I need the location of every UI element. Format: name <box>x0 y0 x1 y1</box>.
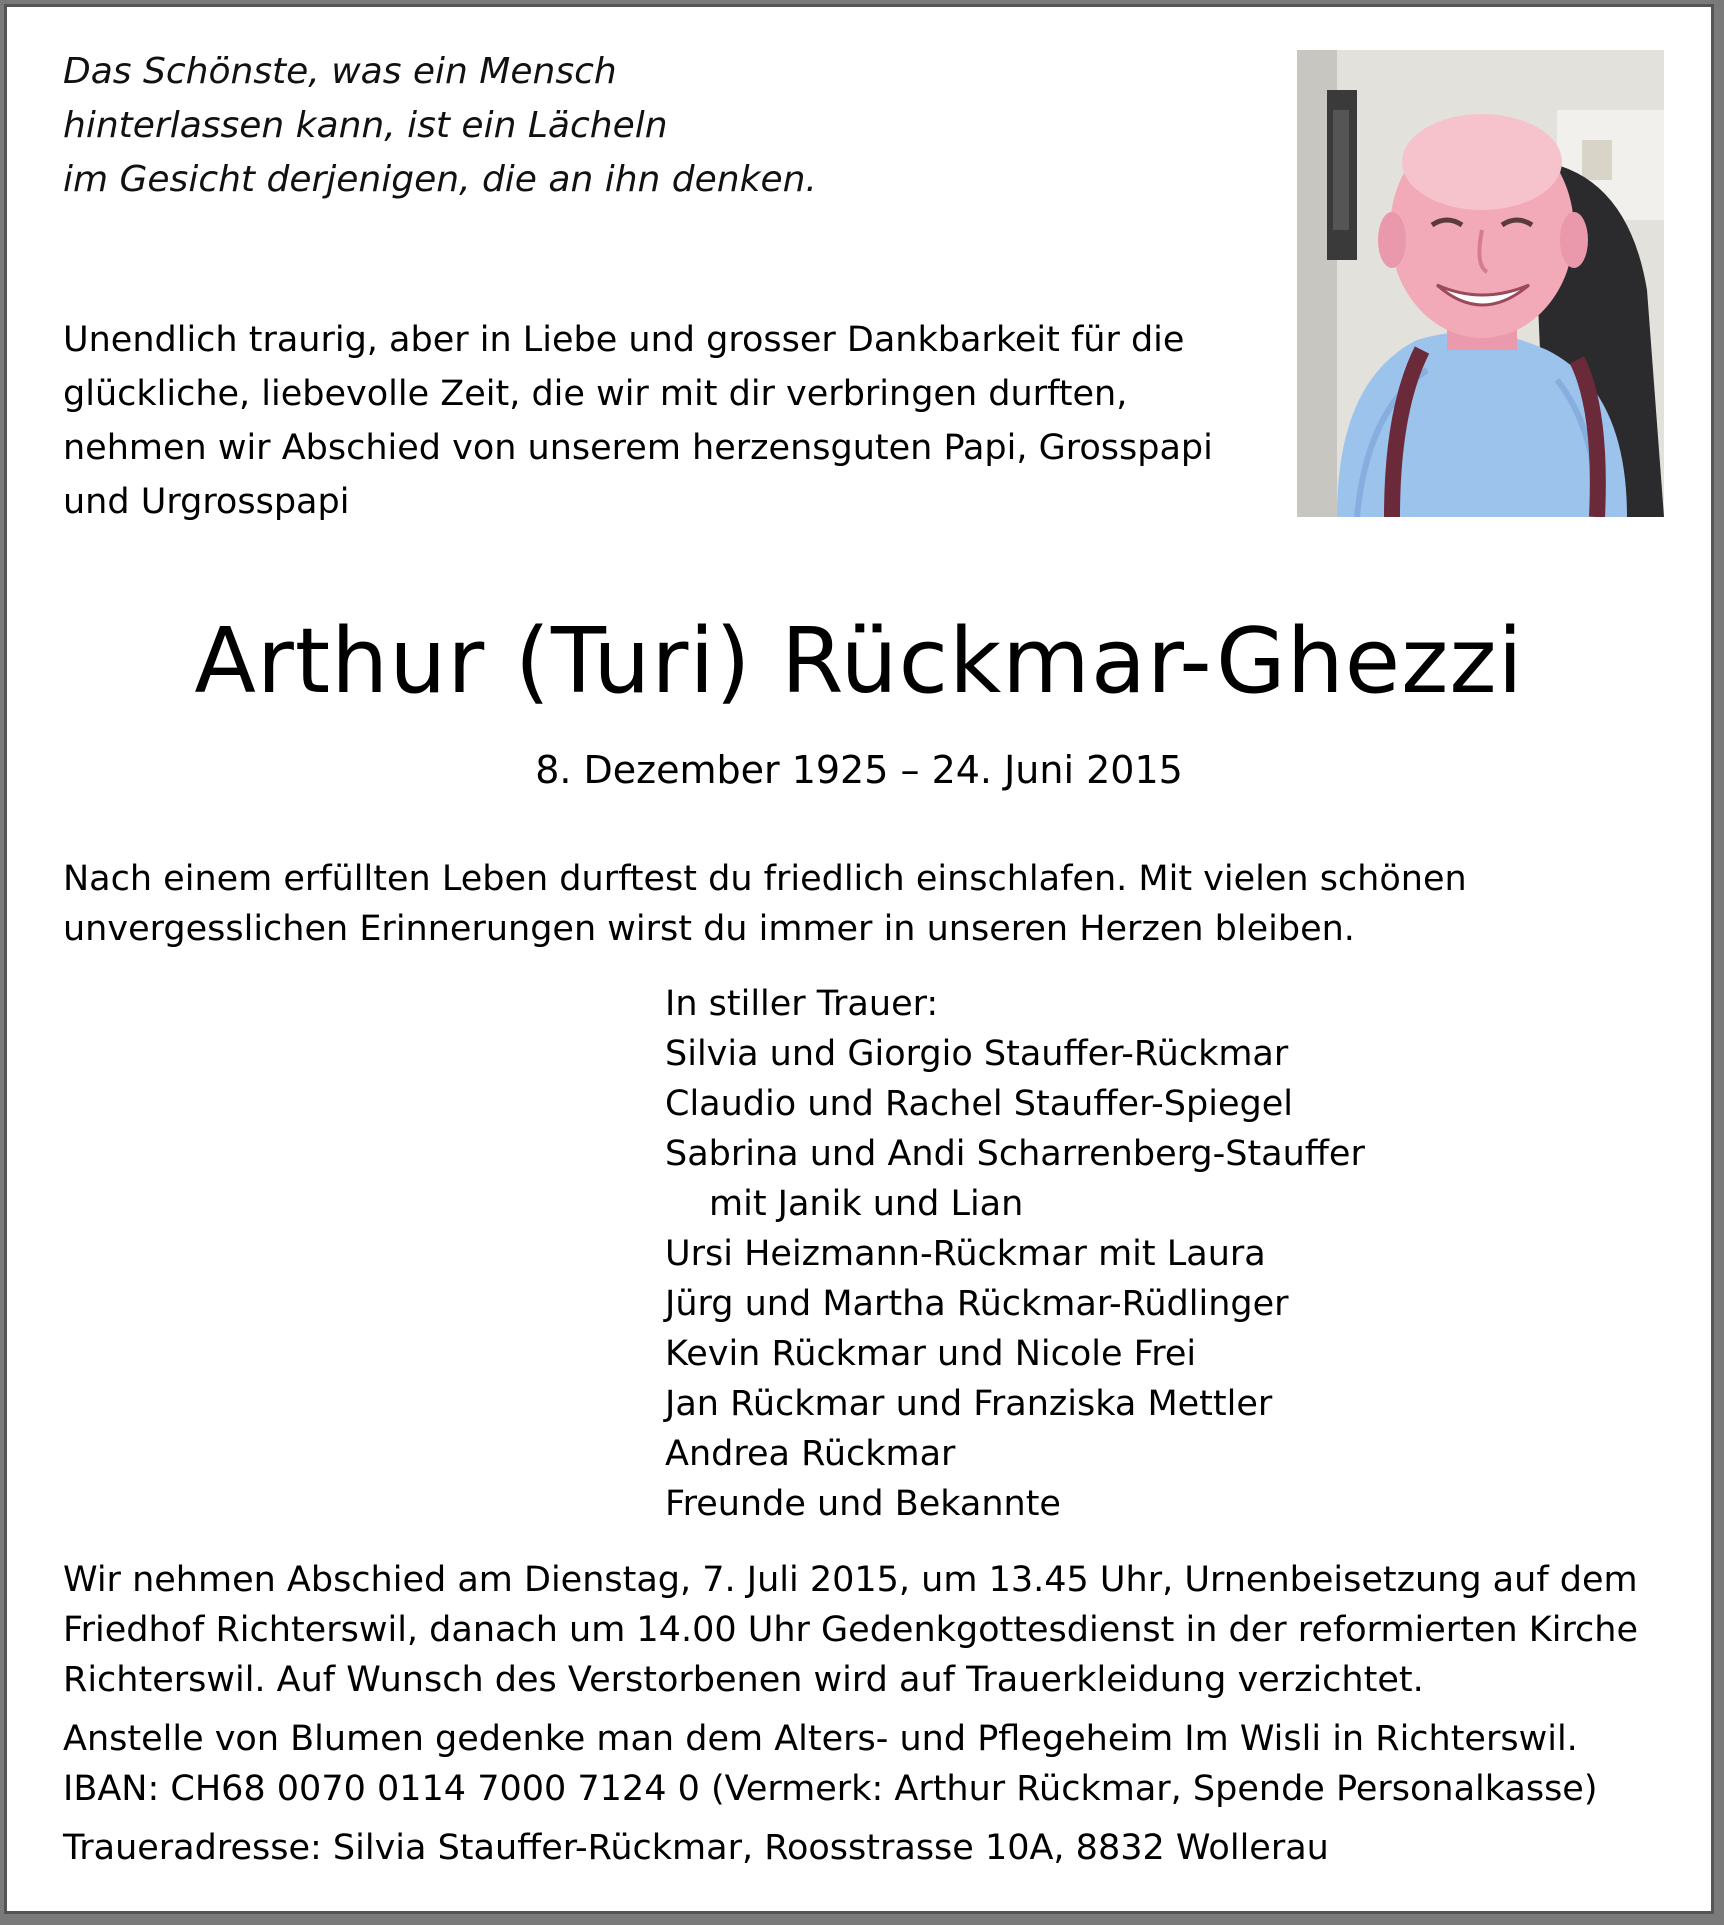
service-details <box>63 1555 1663 1705</box>
portrait-image <box>1297 50 1664 517</box>
life-dates: 8. Dezember 1925 – 24. Juni 2015 <box>535 748 1183 792</box>
mourner-entry: Kevin Rückmar und Nicole Frei <box>665 1334 1197 1374</box>
mourner-entry: Ursi Heizmann-Rückmar mit Laura <box>665 1234 1266 1274</box>
mourner-entry: Andrea Rückmar <box>665 1434 956 1474</box>
intro-line: Unendlich traurig, aber in Liebe und grosser Dankbarkeit für die <box>63 320 1185 360</box>
donation-line: Anstelle von Blumen gedenke man dem Alters- und Pflegeheim Im Wisli in Richterswil. <box>63 1719 1578 1759</box>
quote-line: hinterlassen kann, ist ein Lächeln <box>63 105 668 146</box>
remembrance-paragraph <box>63 854 1663 954</box>
iban-line: IBAN: CH68 0070 0114 7000 7124 0 (Vermerk: Arthur Rückmar, Spende Personalkasse) <box>63 1769 1598 1809</box>
portrait-photo <box>1297 50 1664 517</box>
paragraph-line: Nach einem erfüllten Leben durftest du friedlich einschlafen. Mit vielen schönen <box>63 859 1467 899</box>
mourners-heading: In stiller Trauer: <box>665 984 939 1024</box>
mourner-entry: Claudio und Rachel Stauffer-Spiegel <box>665 1084 1293 1124</box>
service-line: Richterswil. Auf Wunsch des Verstorbenen wird auf Trauerkleidung verzichtet. <box>63 1660 1424 1700</box>
intro-line: glückliche, liebevolle Zeit, die wir mit dir verbringen durften, <box>63 374 1128 414</box>
paragraph-line: unvergesslichen Erinnerungen wirst du immer in unseren Herzen bleiben. <box>63 909 1355 949</box>
deceased-name: Arthur (Turi) Rückmar-Ghezzi <box>194 609 1524 714</box>
mourner-entry: Jürg und Martha Rückmar-Rüdlinger <box>665 1284 1289 1324</box>
mourner-entry: Jan Rückmar und Franziska Mettler <box>665 1384 1273 1424</box>
intro-text <box>63 313 1243 529</box>
mourner-entry: Freunde und Bekannte <box>665 1484 1061 1524</box>
donation-details <box>63 1714 1663 1814</box>
memorial-quote <box>63 45 1243 207</box>
mourners-list <box>665 979 1665 1529</box>
mourning-address: Traueradresse: Silvia Stauffer-Rückmar, Roosstrasse 10A, 8832 Wollerau <box>63 1828 1329 1868</box>
quote-line: Das Schönste, was ein Mensch <box>63 51 617 92</box>
service-line: Wir nehmen Abschied am Dienstag, 7. Juli 2015, um 13.45 Uhr, Urnenbeisetzung auf dem <box>63 1560 1638 1600</box>
mourner-entry: Sabrina und Andi Scharrenberg-Stauffer <box>665 1134 1365 1174</box>
mourner-entry: Silvia und Giorgio Stauffer-Rückmar <box>665 1034 1289 1074</box>
mourner-entry: mit Janik und Lian <box>709 1184 1024 1224</box>
intro-line: und Urgrosspapi <box>63 482 350 522</box>
service-line: Friedhof Richterswil, danach um 14.00 Uhr Gedenkgottesdienst in der reformierten Kirche <box>63 1610 1639 1650</box>
intro-line: nehmen wir Abschied von unserem herzensguten Papi, Grosspapi <box>63 428 1213 468</box>
quote-line: im Gesicht derjenigen, die an ihn denken. <box>63 159 817 200</box>
obituary-notice <box>4 4 1714 1914</box>
